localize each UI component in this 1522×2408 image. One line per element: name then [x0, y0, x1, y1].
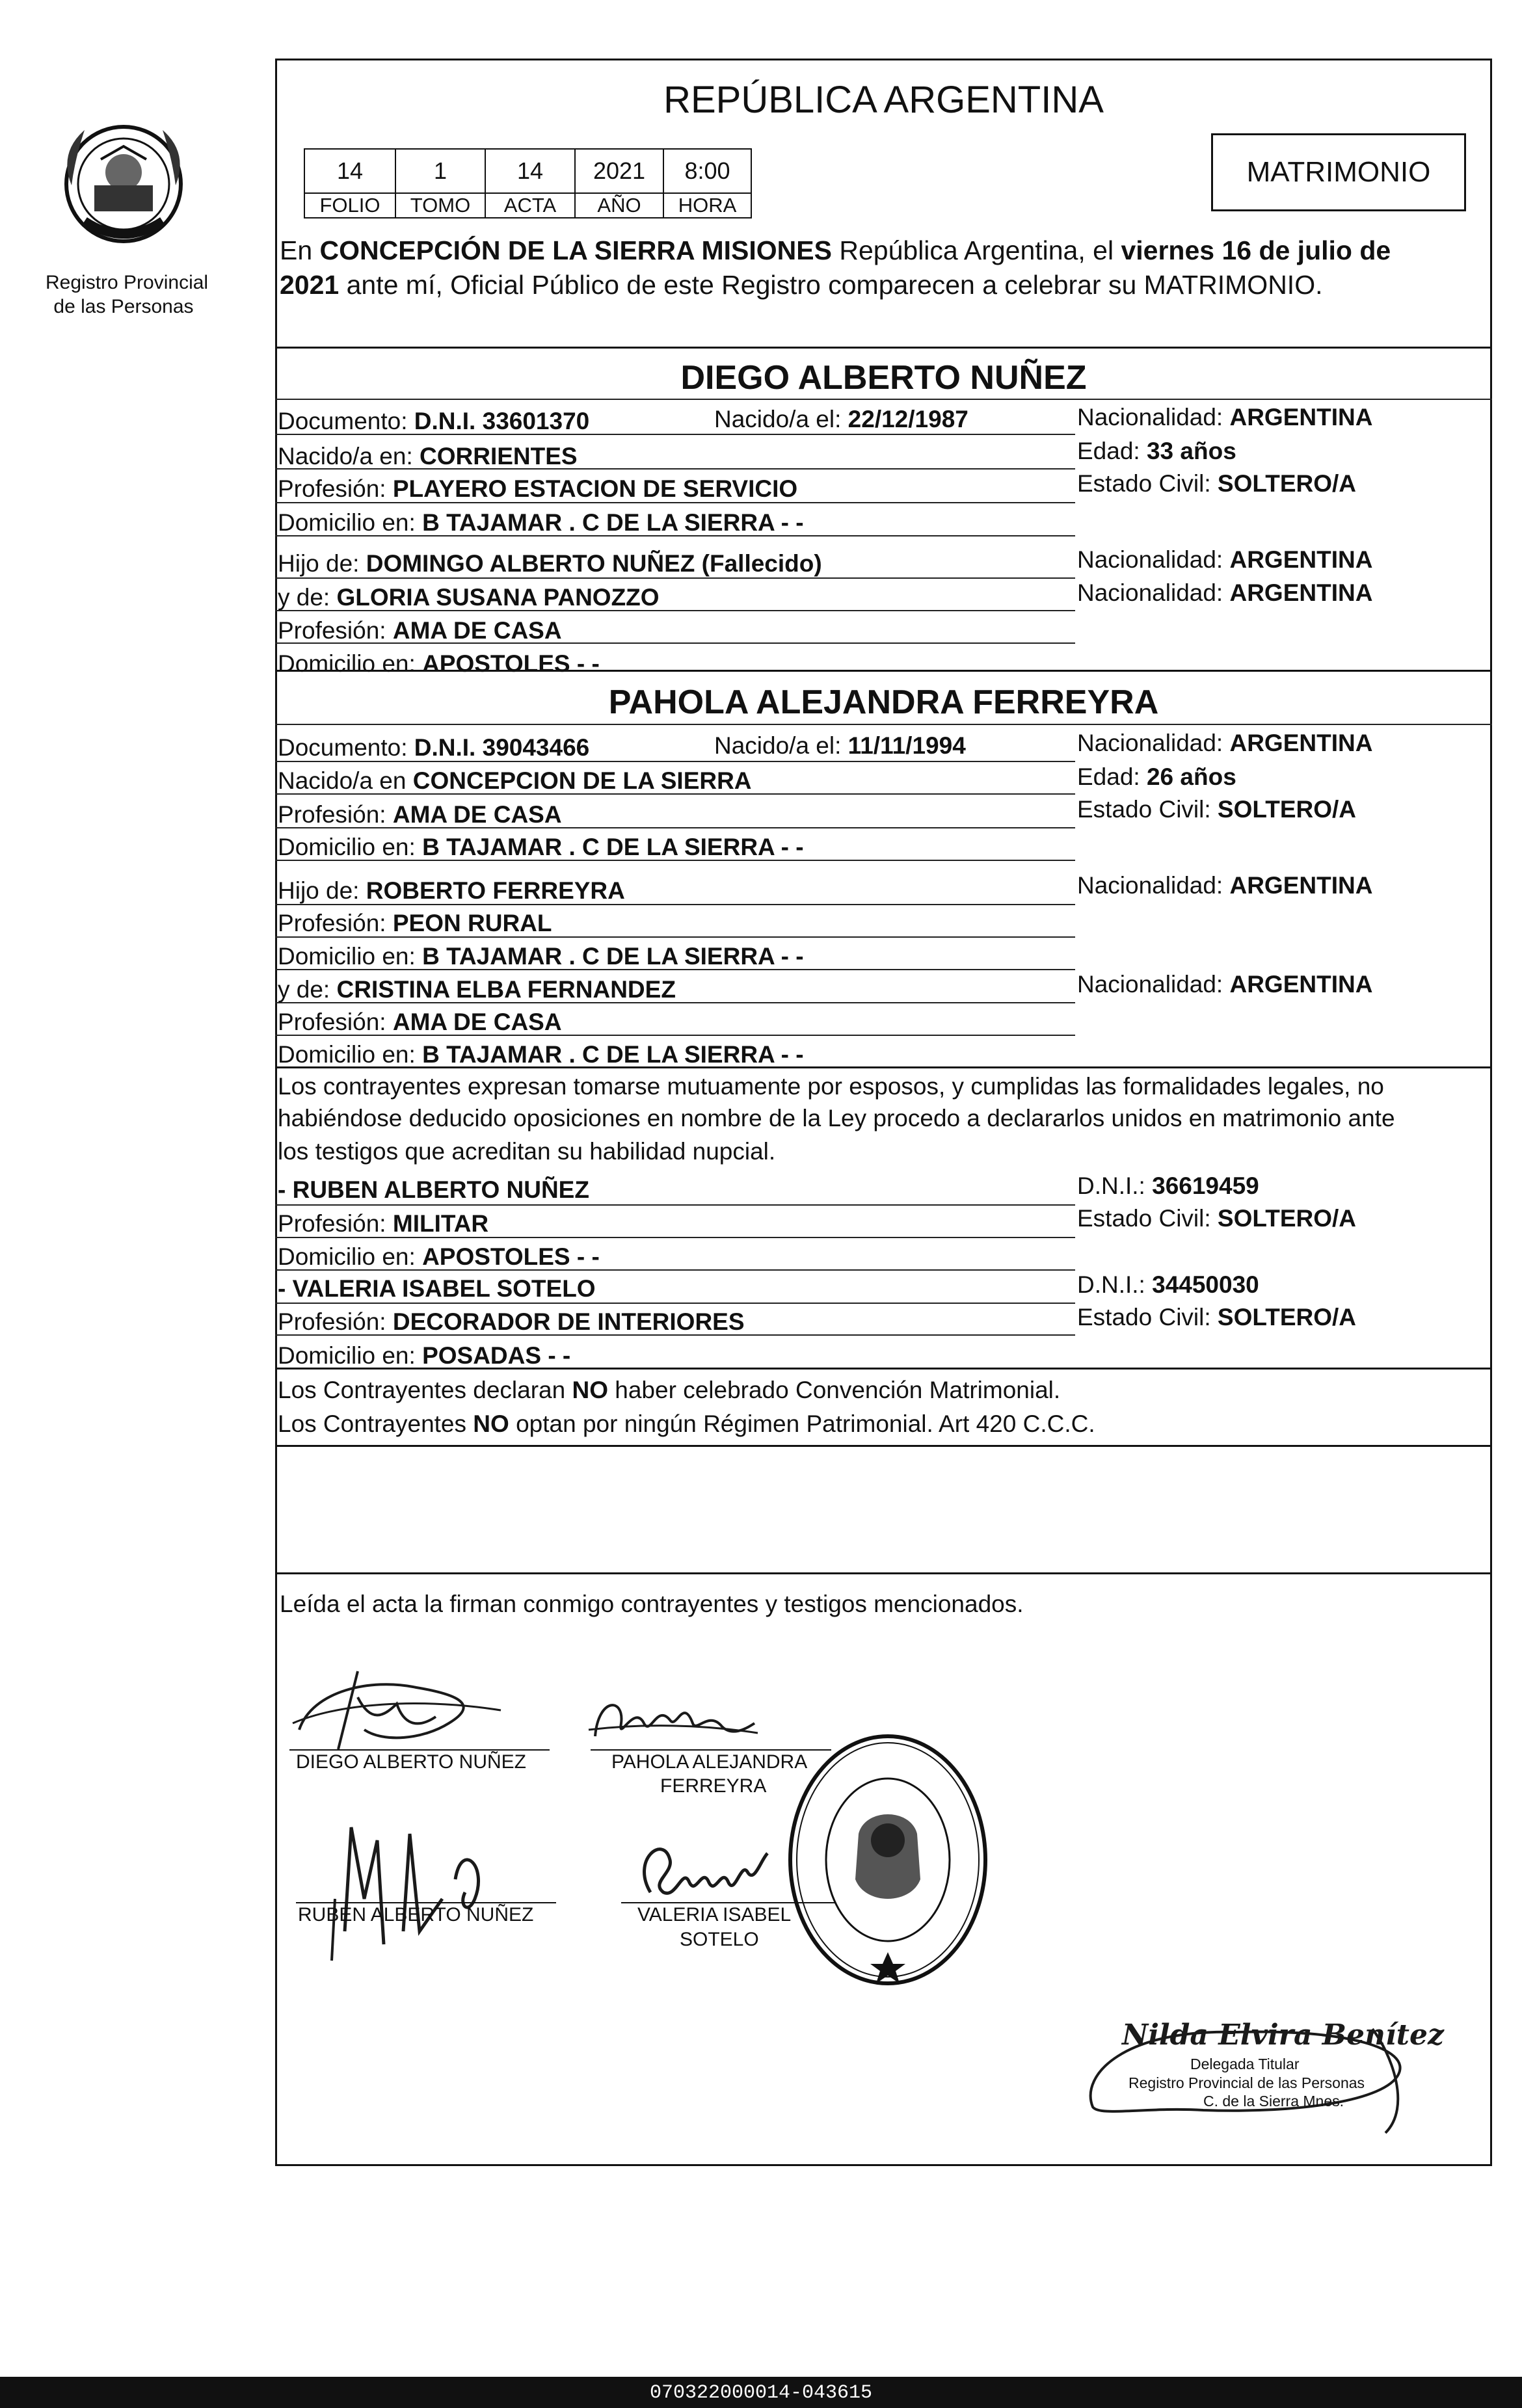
bride-signature [585, 1684, 761, 1756]
declaration-line-2: habiéndose deducido oposiciones en nombre de la Ley procedo a declararlos unidos en matrimonio ante [278, 1105, 1395, 1131]
document-code: 070322000014-043615 [649, 2382, 873, 2404]
divider-conventions [275, 1445, 1492, 1447]
groom-mother-address: Domicilio en: APOSTOLES - - [278, 650, 600, 677]
intro-line-2: 2021 ante mí, Oficial Público de este Registro comparecen a celebrar su MATRIMONIO. [280, 270, 1323, 300]
bride-birth-date: Nacido/a el: 11/11/1994 [714, 732, 966, 759]
intro-line-1: En CONCEPCIÓN DE LA SIERRA MISIONES República Argentina, el viernes 16 de julio de [280, 235, 1391, 265]
bride-signature-label-2: FERREYRA [660, 1775, 767, 1797]
official-office: Registro Provincial de las Personas [1128, 2074, 1365, 2091]
ano-label: AÑO [574, 192, 664, 218]
groom-birth-date: Nacido/a el: 22/12/1987 [714, 406, 968, 432]
witness-1-signature-label: RUBEN ALBERTO NUÑEZ [298, 1904, 534, 1925]
groom-document: Documento: D.N.I. 33601370 [278, 408, 590, 434]
witness-1-profession: Profesión: MILITAR [278, 1210, 489, 1237]
bride-father-address: Domicilio en: B TAJAMAR . C DE LA SIERRA - - [278, 943, 804, 970]
witness-2-civil-status: Estado Civil: SOLTERO/A [1077, 1304, 1357, 1330]
bride-mother-profession: Profesión: AMA DE CASA [278, 1009, 562, 1035]
groom-mother-nationality: Nacionalidad: ARGENTINA [1077, 579, 1373, 606]
witness-2-profession: Profesión: DECORADOR DE INTERIORES [278, 1308, 745, 1335]
bride-civil-status: Estado Civil: SOLTERO/A [1077, 796, 1357, 823]
registry-stamp [768, 1710, 1008, 2009]
official-title: Delegada Titular [1190, 2056, 1300, 2072]
convention-line-1: Los Contrayentes declaran NO haber celebrado Convención Matrimonial. [278, 1377, 1061, 1403]
groom-mother-profession: Profesión: AMA DE CASA [278, 617, 562, 644]
divider-header [275, 347, 1492, 349]
groom-nationality: Nacionalidad: ARGENTINA [1077, 404, 1373, 430]
groom-name: DIEGO ALBERTO NUÑEZ [680, 359, 1087, 397]
logo-line-2: de las Personas [53, 296, 194, 317]
groom-signature-label: DIEGO ALBERTO NUÑEZ [296, 1751, 526, 1773]
declaration-line-3: los testigos que acreditan su habilidad nupcial. [278, 1138, 776, 1165]
tomo-label: TOMO [395, 192, 486, 218]
bride-father-nationality: Nacionalidad: ARGENTINA [1077, 872, 1373, 899]
groom-father: Hijo de: DOMINGO ALBERTO NUÑEZ (Fallecido) [278, 550, 822, 577]
folio-value: 14 [304, 148, 396, 194]
bride-mother: y de: CRISTINA ELBA FERNANDEZ [278, 976, 676, 1003]
bride-father-profession: Profesión: PEON RURAL [278, 910, 552, 936]
bride-father: Hijo de: ROBERTO FERREYRA [278, 877, 625, 904]
bride-age: Edad: 26 años [1077, 763, 1236, 790]
groom-signature [286, 1652, 520, 1762]
closing-statement: Leída el acta la firman conmigo contrayentes y testigos mencionados. [280, 1591, 1024, 1617]
acta-label: ACTA [485, 192, 576, 218]
page-title: REPÚBLICA ARGENTINA [663, 79, 1104, 121]
witness-2-signature-label-1: VALERIA ISABEL [637, 1904, 792, 1925]
divider-blank [275, 1572, 1492, 1574]
groom-address: Domicilio en: B TAJAMAR . C DE LA SIERRA - - [278, 509, 804, 536]
witness-1-name: - RUBEN ALBERTO NUÑEZ [278, 1176, 589, 1203]
witness-2-signature-label-2: SOTELO [680, 1929, 759, 1950]
hora-label: HORA [663, 192, 752, 218]
groom-profession: Profesión: PLAYERO ESTACION DE SERVICIO [278, 475, 798, 502]
groom-father-nationality: Nacionalidad: ARGENTINA [1077, 546, 1373, 573]
hora-value: 8:00 [663, 148, 752, 194]
groom-birthplace: Nacido/a en: CORRIENTES [278, 443, 578, 470]
bride-birthplace: Nacido/a en CONCEPCION DE LA SIERRA [278, 767, 752, 794]
bride-profession: Profesión: AMA DE CASA [278, 801, 562, 828]
official-signature-name: Nilda Elvira Benítez [1122, 2018, 1444, 2052]
declaration-line-1: Los contrayentes expresan tomarse mutuamente por esposos, y cumplidas las formalidades legales, no [278, 1073, 1384, 1100]
tomo-value: 1 [395, 148, 486, 194]
bride-address: Domicilio en: B TAJAMAR . C DE LA SIERRA - - [278, 834, 804, 860]
bride-signature-label-1: PAHOLA ALEJANDRA [611, 1751, 808, 1773]
witness-2-signature [624, 1821, 774, 1912]
witness-1-dni: D.N.I.: 36619459 [1077, 1172, 1259, 1199]
convention-line-2: Los Contrayentes NO optan por ningún Régimen Patrimonial. Art 420 C.C.C. [278, 1410, 1095, 1437]
witness-2-dni: D.N.I.: 34450030 [1077, 1271, 1259, 1298]
groom-age: Edad: 33 años [1077, 438, 1236, 464]
witness-2-name: - VALERIA ISABEL SOTELO [278, 1275, 596, 1302]
bride-nationality: Nacionalidad: ARGENTINA [1077, 730, 1373, 756]
registry-logo [46, 107, 202, 263]
bride-mother-address: Domicilio en: B TAJAMAR . C DE LA SIERRA - - [278, 1041, 804, 1068]
bride-name: PAHOLA ALEJANDRA FERREYRA [608, 683, 1159, 721]
official-location: C. de la Sierra Mnes. [1203, 2093, 1344, 2110]
bride-mother-nationality: Nacionalidad: ARGENTINA [1077, 971, 1373, 998]
witness-1-address: Domicilio en: APOSTOLES - - [278, 1243, 600, 1270]
province-seal-icon [46, 107, 202, 263]
record-type: MATRIMONIO [1246, 156, 1431, 188]
acta-value: 14 [485, 148, 576, 194]
groom-mother: y de: GLORIA SUSANA PANOZZO [278, 584, 660, 611]
witness-2-address: Domicilio en: POSADAS - - [278, 1342, 571, 1369]
witness-1-civil-status: Estado Civil: SOLTERO/A [1077, 1205, 1357, 1232]
logo-line-1: Registro Provincial [46, 272, 209, 293]
folio-label: FOLIO [304, 192, 396, 218]
record-type-box [1211, 133, 1466, 211]
groom-civil-status: Estado Civil: SOLTERO/A [1077, 470, 1357, 497]
bride-document: Documento: D.N.I. 39043466 [278, 734, 590, 761]
witness-1-signature [306, 1801, 501, 1970]
ano-value: 2021 [574, 148, 664, 194]
